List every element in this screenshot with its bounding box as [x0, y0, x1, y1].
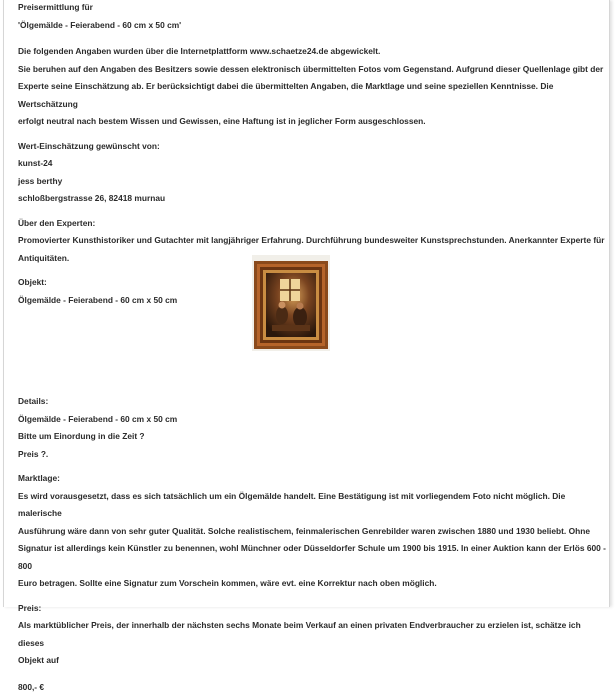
market-heading: Marktlage:	[18, 470, 608, 488]
header-line-2: 'Ölgemälde - Feierabend - 60 cm x 50 cm'	[18, 17, 608, 35]
price-line-2: Objekt auf	[18, 652, 608, 670]
market-line-3: Signatur ist allerdings kein Künstler zu benennen, wohl Münchner oder Düsseldorfer Schule um 1900 bis 1915. In einer Auktion kann der Erlös 600 - 800	[18, 540, 608, 575]
market-line-1: Es wird vorausgesetzt, dass es sich tatsächlich um ein Ölgemälde handelt. Eine Bestätigung ist mit vorliegendem Foto nicht möglich. Die malerische	[18, 488, 608, 523]
intro-line-1: Die folgenden Angaben wurden über die Internetplattform www.schaetze24.de abgewickelt.	[18, 43, 608, 61]
requester-person: jess berthy	[18, 173, 608, 191]
document-frame	[3, 0, 610, 607]
intro-line-4: erfolgt neutral nach bestem Wissen und Gewissen, eine Haftung ist in jeglicher Form ausgeschlossen.	[18, 113, 608, 131]
header-line-1: Preisermittlung für	[18, 0, 608, 17]
market-line-2: Ausführung wäre dann von sehr guter Qualität. Solche realistischem, feinmalerischen Genrebilder waren zwischen 1880 und 1930 beliebt. Ohne	[18, 523, 608, 541]
market-line-4: Euro betragen. Sollte eine Signatur zum Vorschein kommen, wäre evt. eine Korrektur nach oben möglich.	[18, 575, 608, 593]
object-title: Ölgemälde - Feierabend - 60 cm x 50 cm	[18, 292, 608, 310]
details-heading: Details:	[18, 393, 608, 411]
price-heading: Preis:	[18, 600, 608, 618]
experts-line-2: Antiquitäten.	[18, 250, 608, 268]
intro-line-2: Sie beruhen auf den Angaben des Besitzers sowie dessen elektronisch übermittelten Fotos vom Gegenstand. Aufgrund dieser Quellenlage gibt der	[18, 61, 608, 79]
experts-line-1: Promovierter Kunsthistoriker und Gutachter mit langjähriger Erfahrung. Durchführung bundesweiter Kunstsprechstunden. Anerkannter Experte für	[18, 232, 608, 250]
requester-address: schloßbergstrasse 26, 82418 murnau	[18, 190, 608, 208]
object-heading: Objekt:	[18, 274, 608, 292]
requester-heading: Wert-Einschätzung gewünscht von:	[18, 138, 608, 156]
painting-photo	[252, 255, 330, 351]
requester-name: kunst-24	[18, 155, 608, 173]
details-line-1: Ölgemälde - Feierabend - 60 cm x 50 cm	[18, 411, 608, 429]
framed-painting-image	[252, 255, 330, 351]
price-line-1: Als marktüblicher Preis, der innerhalb der nächsten sechs Monate beim Verkauf an einen privaten Endverbraucher zu erzielen ist, schätze ich dieses	[18, 617, 608, 652]
experts-heading: Über den Experten:	[18, 215, 608, 233]
details-line-3: Preis ?.	[18, 446, 608, 464]
intro-line-3: Experte seine Einschätzung ab. Er berücksichtigt dabei die übermittelten Angaben, die Marktlage und seine speziellen Kenntnisse. Die Wertschätzung	[18, 78, 608, 113]
price-value: 800,- €	[18, 679, 608, 696]
details-line-2: Bitte um Einordung in die Zeit ?	[18, 428, 608, 446]
